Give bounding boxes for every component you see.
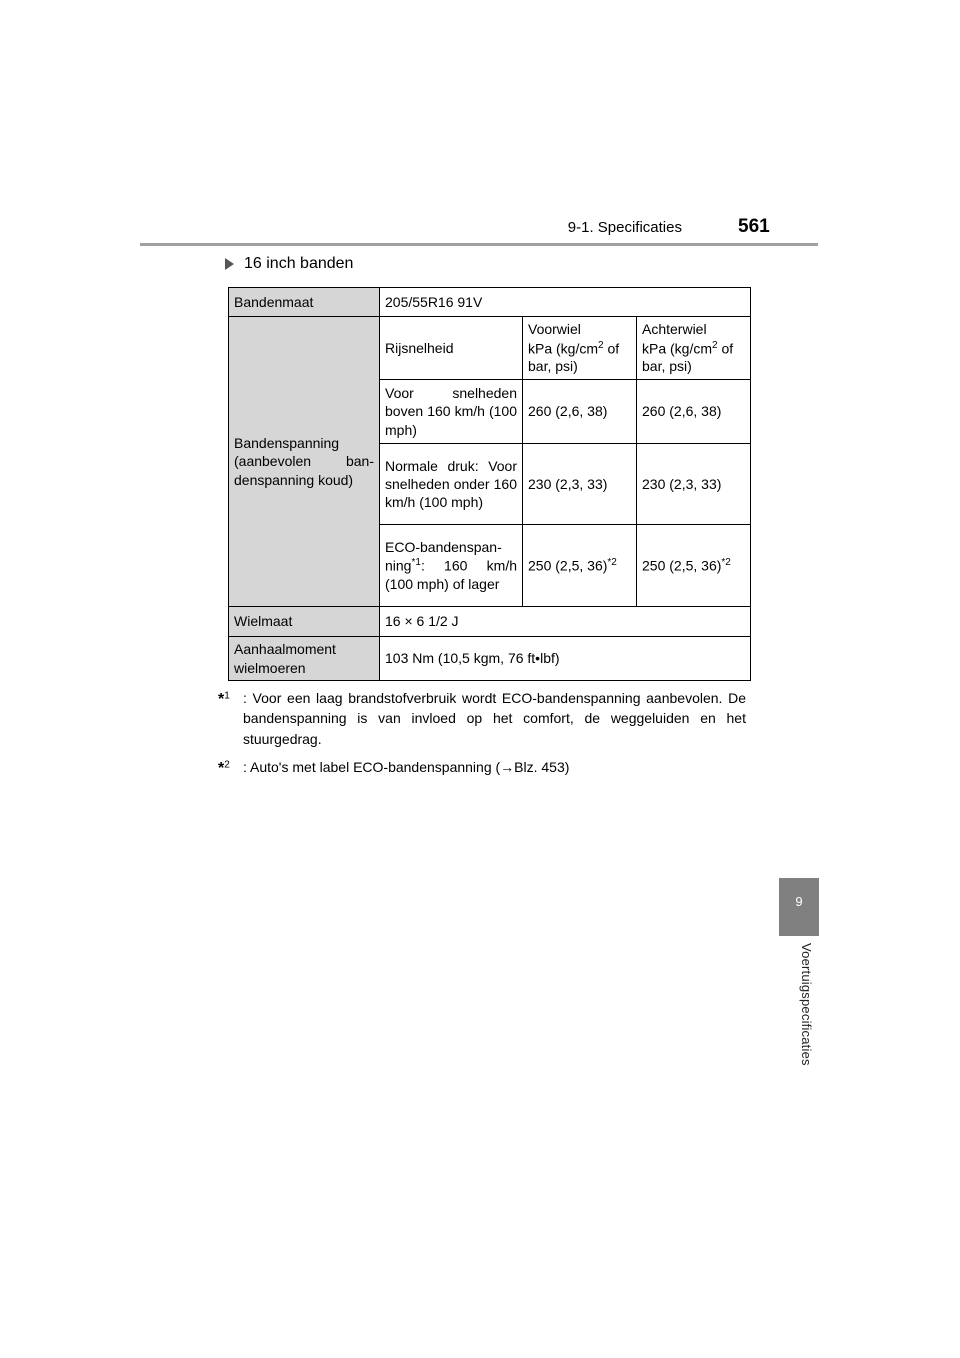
section-title: 9-1. Specificaties [567,219,682,236]
footnote-2-text: : Auto's met label ECO-bandenspanning (→Blz. 453) [243,758,570,775]
row3-front: 250 (2,5, 36)$^{*2}$ [523,525,637,607]
footnote-1-text: : Voor een laag brandstofverbruik wordt ECO-bandenspanning aanbevolen. De bandenspanning is van invloed op het comfort, de weggeluiden en het stuurgedrag. [243,690,746,747]
header-rule [140,243,818,246]
chapter-label: Voertuigspecificaties [799,943,814,1066]
front-column-header: Voorwiel kPa ($kg/cm^2$ of bar, psi) [523,317,637,380]
row1-front: 260 (2,6, 38) [523,380,637,444]
wheel-size-value: 16 × 6 1/2 J [380,607,751,637]
table-row [229,637,751,681]
row1-speed: Voor snelheden boven 160 km/h (100 mph) [380,380,523,444]
speed-column-header: Rijsnelheid [380,317,523,380]
footnote-2-marker: *$^2$ [218,759,230,777]
chapter-number: 9 [795,894,803,909]
tire-pressure-label: Bandenspanning (aanbevolen ban-denspanning koud) [229,317,380,607]
wheel-size-label: Wielmaat [229,607,380,637]
footnote-1 [218,688,746,749]
lug-nut-torque-value: 103 Nm (10,5 kgm, 76 ft•lbf) [380,637,751,681]
page-number: 561 [738,216,770,237]
row1-rear: 260 (2,6, 38) [637,380,751,444]
footnote-2 [218,757,746,780]
table-row [229,317,751,380]
tire-spec-table [228,287,751,681]
tire-size-value: 205/55R16 91V [380,288,751,317]
table-row [229,288,751,317]
section-heading-text: 16 inch banden [244,255,354,272]
arrow-right-icon: → [500,758,515,775]
footnotes [218,688,746,788]
chapter-tab [779,878,819,936]
row2-speed: Normale druk: Voor snelheden onder 160 km/h (100 mph) [380,444,523,525]
footnote-1-marker: *$^1$ [218,690,230,708]
row2-rear: 230 (2,3, 33) [637,444,751,525]
triangle-bullet-icon [225,258,234,270]
page-reference-link[interactable]: Blz. 453) [514,758,570,775]
tire-size-label: Bandenmaat [229,288,380,317]
row3-speed: ECO-bandenspan-ning$^{*1}$: 160 km/h (100 mph) of lager [380,525,523,607]
table-row [229,607,751,637]
row2-front: 230 (2,3, 33) [523,444,637,525]
section-heading [225,255,353,273]
lug-nut-torque-label: Aanhaalmoment wielmoeren [229,637,380,681]
row3-rear: 250 (2,5, 36)$^{*2}$ [637,525,751,607]
rear-column-header: Achterwiel kPa ($kg/cm^2$ of bar, psi) [637,317,751,380]
